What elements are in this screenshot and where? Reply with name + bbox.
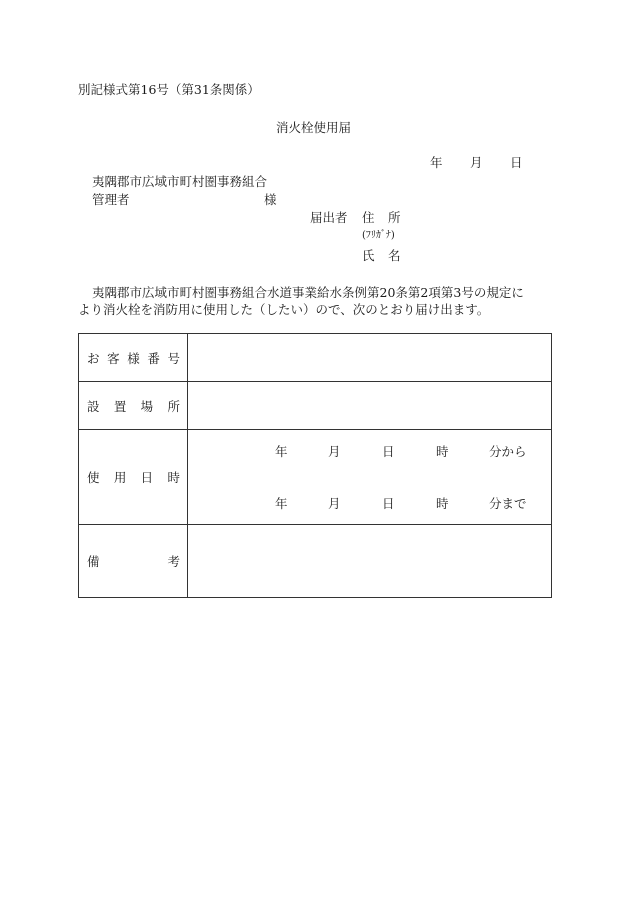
table-row-usage-datetime (79, 430, 552, 525)
from-minute-label: 分から (489, 444, 527, 459)
from-hour-label: 時 (436, 444, 449, 459)
remarks-label-cell (79, 525, 188, 598)
body-text-line-1: 夷隅郡市広域市町村圏事務組合水道事業給水条例第20条第2項第3号の規定に (92, 285, 524, 300)
body-text-line-2: より消火栓を消防用に使用した（したい）ので、次のとおり届け出ます。 (78, 302, 490, 317)
applicant-label: 届出者 (310, 210, 348, 225)
date-month-label: 月 (470, 155, 483, 170)
location-field[interactable] (188, 382, 552, 430)
remarks-field[interactable] (188, 525, 552, 598)
table-row-customer-number (79, 334, 552, 382)
table-row-remarks (79, 525, 552, 598)
table-row-location (79, 382, 552, 430)
addressee-organization: 夷隅郡市広域市町村圏事務組合 (92, 174, 268, 189)
usage-datetime-label: 使 用 日 時 (87, 470, 180, 485)
location-label-cell (79, 382, 188, 430)
from-month-label: 月 (328, 444, 341, 459)
address-label-2: 所 (388, 210, 401, 225)
to-hour-label: 時 (436, 496, 449, 511)
name-label-2: 名 (388, 248, 401, 263)
form-number: 別記様式第16号（第31条関係） (78, 82, 260, 97)
name-label-1: 氏 (362, 248, 375, 263)
remarks-label: 備 考 (87, 554, 180, 569)
to-minute-label: 分まで (489, 496, 527, 511)
page-title: 消火栓使用届 (276, 120, 352, 135)
usage-datetime-field[interactable] (188, 430, 552, 525)
date-year-label: 年 (430, 155, 443, 170)
customer-number-field[interactable] (188, 334, 552, 382)
to-month-label: 月 (328, 496, 341, 511)
usage-datetime-label-cell (79, 430, 188, 525)
from-day-label: 日 (382, 444, 395, 459)
customer-number-label-cell (79, 334, 188, 382)
address-label-1: 住 (362, 210, 375, 225)
to-day-label: 日 (382, 496, 395, 511)
location-label: 設 置 場 所 (87, 398, 180, 414)
addressee-role: 管理者 (92, 192, 130, 207)
usage-form-table (78, 333, 552, 598)
date-day-label: 日 (510, 155, 523, 170)
to-year-label: 年 (275, 496, 288, 511)
furigana-label: (ﾌﾘｶﾞﾅ) (362, 230, 395, 241)
from-year-label: 年 (275, 444, 288, 459)
usage-datetime-grid (188, 430, 551, 524)
addressee-honorific: 様 (264, 192, 277, 207)
customer-number-label: お 客 様 番 号 (87, 350, 180, 366)
